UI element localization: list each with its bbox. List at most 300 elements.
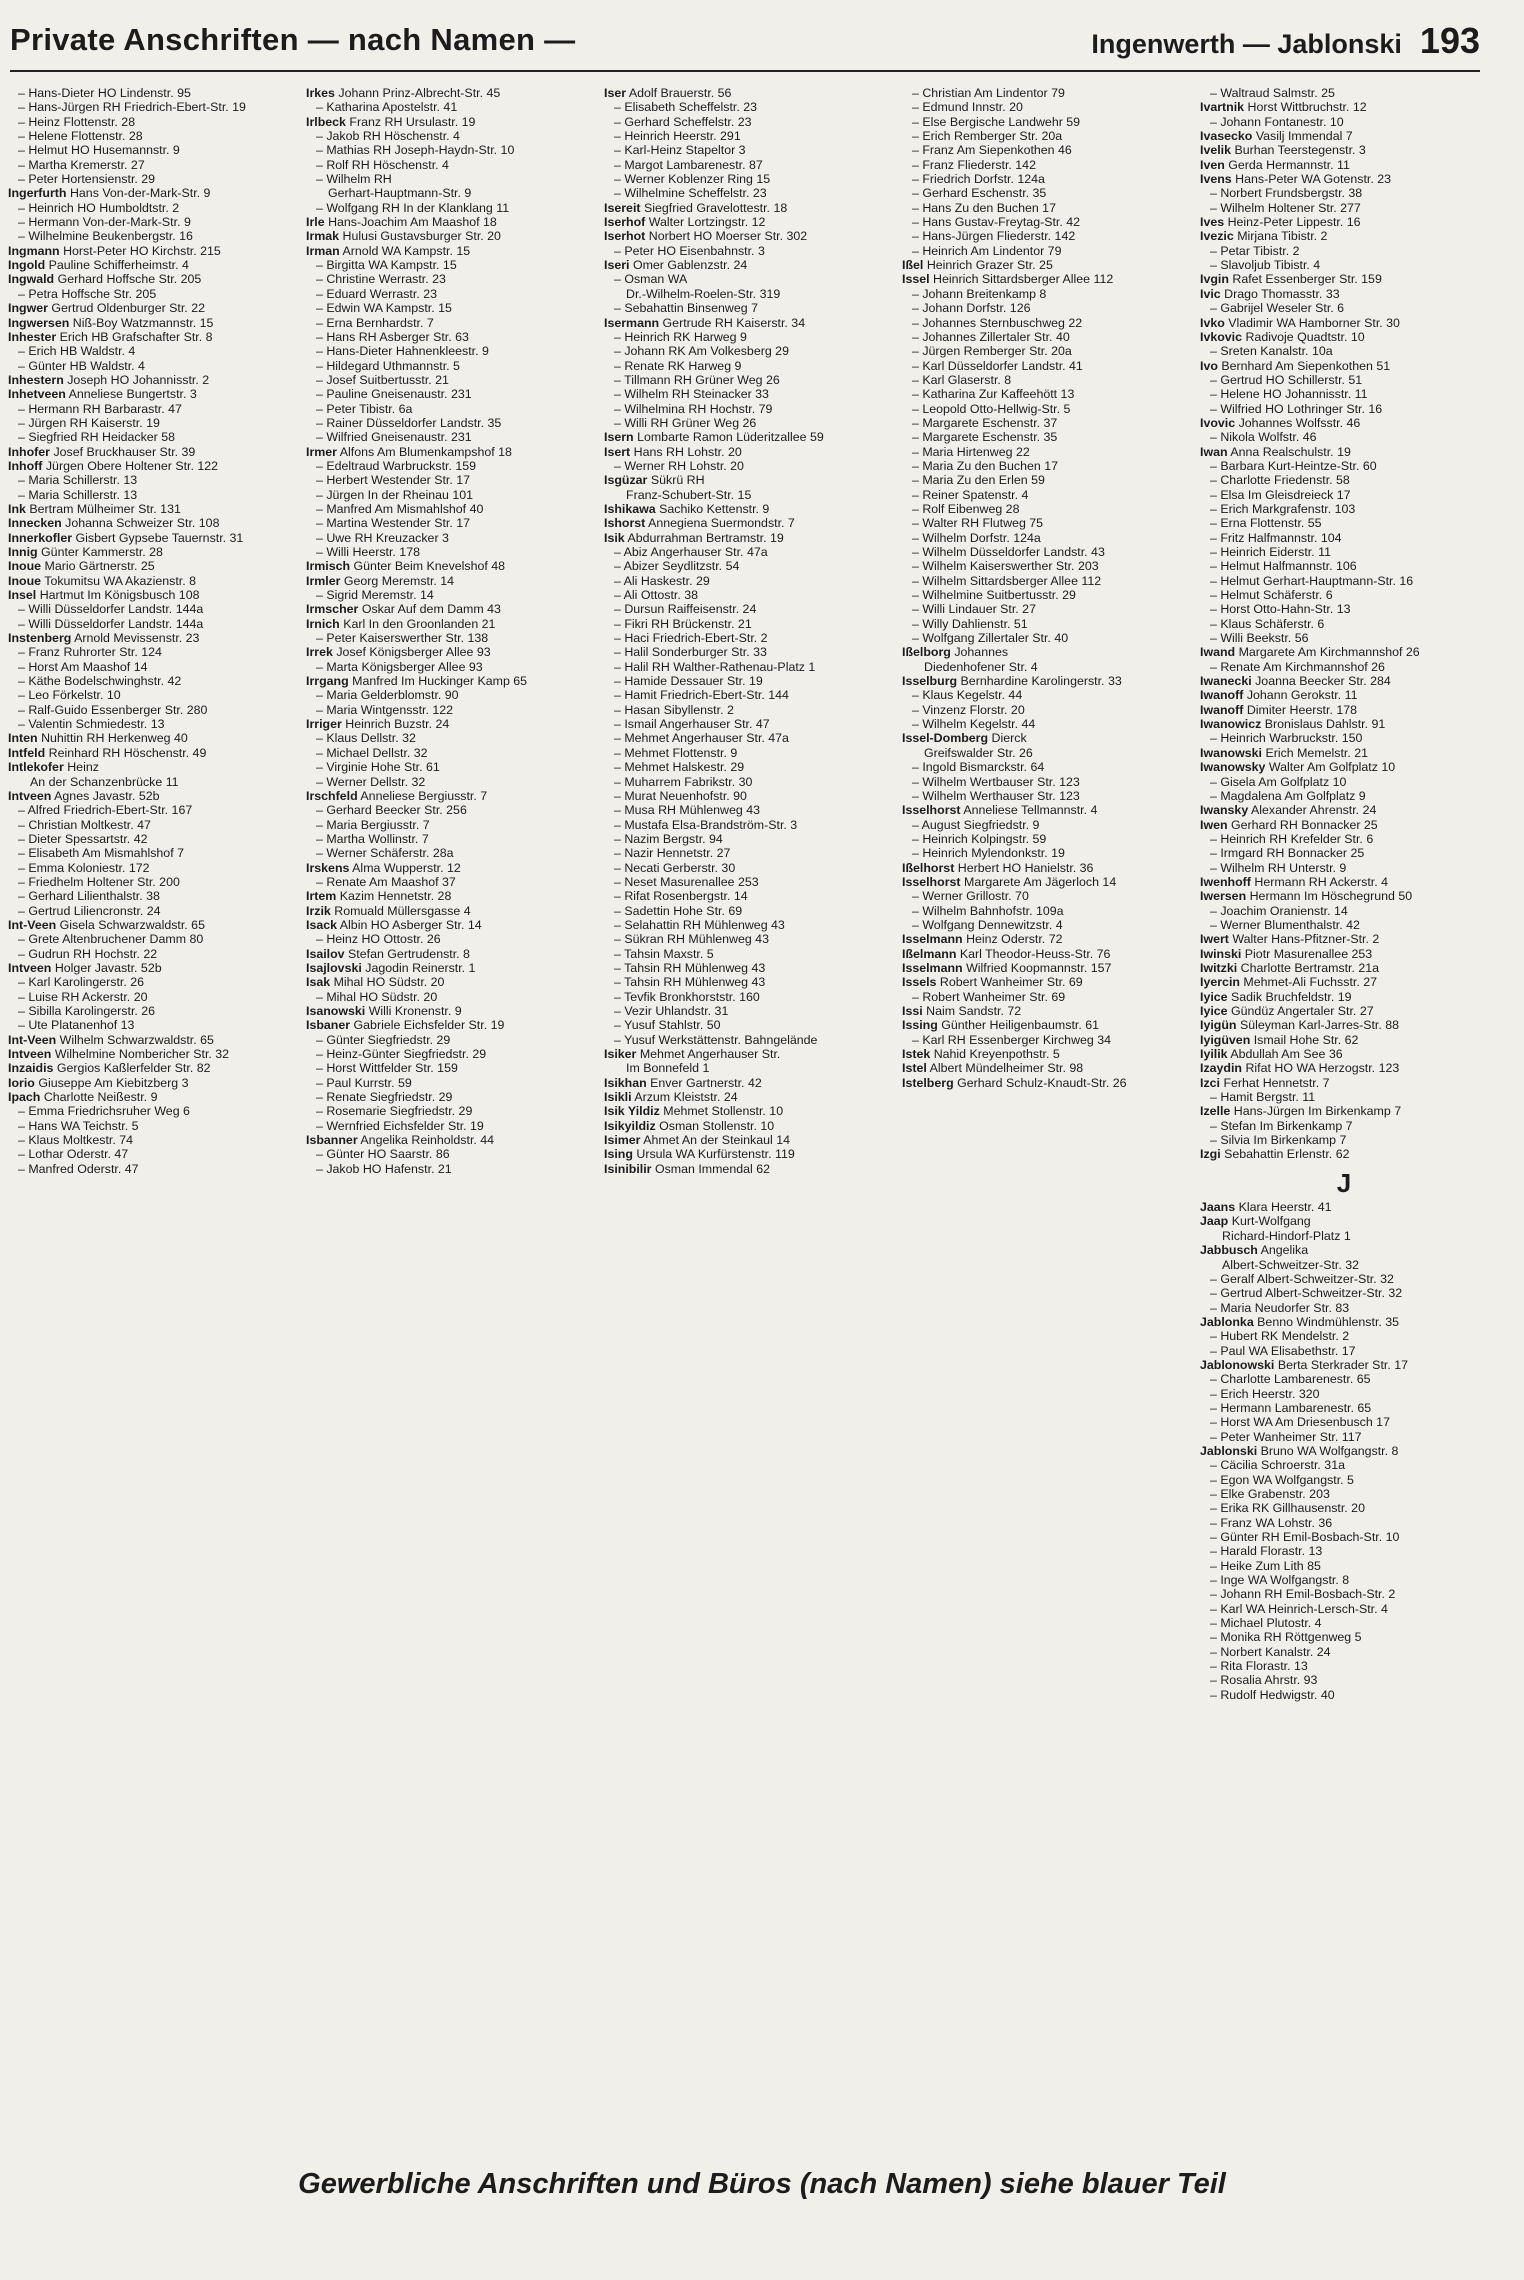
entry-text: – Renate Am Maashof 37: [316, 874, 456, 889]
entry-text: Burhan Teerstegenstr. 3: [1234, 143, 1366, 158]
directory-column-2: [306, 86, 594, 2154]
directory-entry: [8, 904, 296, 918]
entry-surname: Irmak: [306, 229, 340, 244]
directory-entry: [8, 1033, 296, 1047]
entry-text: – Mehmet Flottenstr. 9: [614, 745, 738, 760]
directory-entry: [604, 1018, 892, 1032]
entry-text: – Gerhard Scheffelstr. 23: [614, 114, 752, 129]
directory-entry: [1200, 818, 1488, 832]
directory-entry: [902, 1018, 1190, 1032]
directory-entry: [604, 746, 892, 760]
entry-text: – Sigrid Meremstr. 14: [316, 588, 434, 603]
entry-surname: Irman: [306, 243, 340, 258]
entry-text: Gisela Schwarzwaldstr. 65: [59, 917, 205, 932]
entry-surname: Istel: [902, 1061, 927, 1076]
entry-surname: Isanowski: [306, 1004, 366, 1018]
directory-entry: [1200, 1258, 1488, 1272]
directory-entry: [1200, 617, 1488, 631]
entry-text: – Karl WA Heinrich-Lersch-Str. 4: [1210, 1601, 1388, 1616]
directory-entry: [1200, 1104, 1488, 1118]
directory-entry: [902, 731, 1190, 745]
entry-surname: Iwanowsky: [1200, 760, 1266, 775]
directory-entry: [1200, 488, 1488, 502]
entry-text: Diedenhofener Str. 4: [924, 659, 1038, 674]
directory-entry: [902, 674, 1190, 688]
directory-entry: [902, 660, 1190, 674]
entry-surname: Istek: [902, 1047, 931, 1062]
directory-entry: [902, 574, 1190, 588]
entry-text: – Michael Dellstr. 32: [316, 745, 428, 760]
entry-text: – Sebahattin Binsenweg 7: [614, 301, 758, 316]
directory-entry: [902, 229, 1190, 243]
entry-text: – Johann Dorfstr. 126: [912, 301, 1031, 316]
entry-text: – Elisabeth Am Mismahlshof 7: [18, 846, 184, 861]
directory-entry: [1200, 229, 1488, 243]
entry-text: Rifat HO WA Herzogstr. 123: [1245, 1061, 1400, 1076]
entry-text: Mirjana Tibistr. 2: [1237, 229, 1328, 244]
directory-entry: [8, 688, 296, 702]
entry-text: – Luise RH Ackerstr. 20: [18, 989, 148, 1004]
directory-entry: [902, 430, 1190, 444]
directory-entry: [1200, 287, 1488, 301]
directory-entry: [604, 115, 892, 129]
entry-text: – Rainer Düsseldorfer Landstr. 35: [316, 415, 502, 430]
directory-entry: [1200, 846, 1488, 860]
directory-entry: [8, 645, 296, 659]
entry-text: – Wolfgang RH In der Klanklang 11: [316, 200, 510, 215]
entry-surname: Jablonka: [1200, 1314, 1254, 1329]
directory-entry: [902, 100, 1190, 114]
directory-entry: [1200, 100, 1488, 114]
directory-entry: [902, 545, 1190, 559]
entry-surname: Isinibilir: [604, 1161, 652, 1176]
entry-text: Franz RH Ursulastr. 19: [349, 114, 476, 129]
entry-text: Sükrü RH: [650, 473, 705, 488]
directory-entry: [306, 86, 594, 100]
directory-entry: [604, 516, 892, 530]
entry-text: – Erna Bernhardstr. 7: [316, 315, 434, 330]
entry-surname: Int-Veen: [8, 917, 57, 932]
entry-surname: Isselhorst: [902, 803, 961, 818]
name-range: Ingenwerth — Jablonski: [1091, 29, 1402, 59]
entry-surname: Irskens: [306, 860, 350, 875]
entry-text: – Nazim Bergstr. 94: [614, 831, 723, 846]
directory-entry: [1200, 1133, 1488, 1147]
entry-text: – Jürgen RH Kaiserstr. 19: [18, 415, 160, 430]
entry-text: Benno Windmühlenstr. 35: [1257, 1314, 1400, 1329]
entry-surname: Iwanoff: [1200, 688, 1244, 703]
entry-text: – Hermann RH Barbarastr. 47: [18, 401, 182, 416]
entry-text: – Käthe Bodelschwinghstr. 42: [18, 674, 182, 689]
directory-entry: [604, 961, 892, 975]
directory-entry: [306, 215, 594, 229]
entry-text: – Peter Wanheimer Str. 117: [1210, 1429, 1362, 1444]
directory-entry: [306, 1162, 594, 1176]
entry-surname: Isik Yildiz: [604, 1104, 660, 1119]
directory-entry: [306, 602, 594, 616]
directory-entry: [306, 588, 594, 602]
entry-text: – Heinrich Warbruckstr. 150: [1210, 731, 1363, 746]
directory-entry: [306, 1033, 594, 1047]
entry-text: Mehmet-Ali Fuchsstr. 27: [1243, 975, 1377, 990]
entry-surname: Ißelborg: [902, 645, 951, 660]
directory-entry: [604, 158, 892, 172]
entry-text: – Horst Wittfelder Str. 159: [316, 1061, 458, 1076]
entry-text: – Fikri RH Brückenstr. 21: [614, 616, 752, 631]
directory-entry: [8, 1147, 296, 1161]
directory-entry: [8, 402, 296, 416]
entry-text: Arnold Mevissenstr. 23: [74, 631, 200, 646]
entry-text: – Dursun Raiffeisenstr. 24: [614, 602, 757, 617]
entry-text: – Heinz Flottenstr. 28: [18, 114, 136, 129]
directory-entry: [8, 975, 296, 989]
entry-text: – Harald Florastr. 13: [1210, 1544, 1323, 1559]
directory-entry: [604, 1004, 892, 1018]
entry-text: – Sreten Kanalstr. 10a: [1210, 344, 1333, 359]
directory-entry: [8, 473, 296, 487]
entry-text: Joseph HO Johannisstr. 2: [67, 372, 210, 387]
entry-text: – Peter HO Eisenbahnstr. 3: [614, 243, 765, 258]
entry-text: Bertram Mülheimer Str. 131: [29, 501, 181, 516]
entry-text: – Gisela Am Golfplatz 10: [1210, 774, 1347, 789]
directory-entry: [1200, 1602, 1488, 1616]
entry-text: – Hermann Lambarenestr. 65: [1210, 1400, 1372, 1415]
entry-text: Enver Gartnerstr. 42: [650, 1075, 762, 1090]
directory-entry: [604, 129, 892, 143]
directory-entry: [902, 402, 1190, 416]
entry-surname: Ingerfurth: [8, 186, 67, 201]
directory-entry: [1200, 387, 1488, 401]
entry-text: – Martina Westender Str. 17: [316, 516, 471, 531]
entry-surname: Irmisch: [306, 559, 351, 574]
directory-entry: [306, 674, 594, 688]
entry-surname: Isselmann: [902, 960, 963, 975]
entry-text: – Sükran RH Mühlenweg 43: [614, 932, 769, 947]
entry-text: – Klaus Schäferstr. 6: [1210, 616, 1325, 631]
directory-entry: [8, 1061, 296, 1075]
entry-surname: Ivo: [1200, 358, 1218, 373]
entry-text: – Maria Bergiusstr. 7: [316, 817, 430, 832]
entry-text: – Johann RH Emil-Bosbach-Str. 2: [1210, 1587, 1396, 1602]
directory-entry: [902, 789, 1190, 803]
directory-entry: [8, 502, 296, 516]
directory-entry: [902, 947, 1190, 961]
entry-text: – Ali Haskestr. 29: [614, 573, 710, 588]
entry-text: – Mustafa Elsa-Brandström-Str. 3: [614, 817, 798, 832]
entry-text: – Hans-Jürgen RH Friedrich-Ebert-Str. 19: [18, 100, 246, 115]
directory-entry: [604, 559, 892, 573]
entry-text: – Wilhelm Düsseldorfer Landstr. 43: [912, 545, 1105, 559]
entry-surname: Irrek: [306, 645, 333, 660]
directory-entry: [902, 975, 1190, 989]
directory-entry: [306, 703, 594, 717]
directory-entry: [306, 688, 594, 702]
directory-entry: [902, 846, 1190, 860]
entry-text: Walter Hans-Pfitzner-Str. 2: [1232, 932, 1380, 947]
header-rule: [10, 70, 1480, 72]
entry-text: Hans-Joachim Am Maashof 18: [328, 215, 497, 230]
entry-text: – Heinrich Heerstr. 291: [614, 129, 741, 144]
entry-text: Klara Heerstr. 41: [1238, 1200, 1332, 1215]
page-header: [10, 14, 1480, 66]
directory-entry: [604, 1061, 892, 1075]
entry-text: Albert-Schweitzer-Str. 32: [1222, 1257, 1360, 1272]
directory-entry: [1200, 215, 1488, 229]
entry-text: Herbert HO Hanielstr. 36: [957, 860, 1094, 875]
directory-entry: [8, 359, 296, 373]
directory-entry: [604, 846, 892, 860]
entry-surname: Iserhof: [604, 215, 646, 230]
directory-entry: [8, 803, 296, 817]
entry-text: – Wilhelm Kaiserswerther Str. 203: [912, 559, 1099, 574]
entry-text: Pauline Schifferheimstr. 4: [48, 258, 189, 273]
entry-text: – Gerhard Beecker Str. 256: [316, 803, 467, 818]
entry-surname: Innerkofler: [8, 530, 73, 545]
footer-note: Gewerbliche Anschriften und Büros (nach Namen) siehe blauer Teil: [298, 2168, 1226, 2200]
entry-text: Gergios Kaßlerfelder Str. 82: [56, 1061, 211, 1076]
directory-entry: [902, 258, 1190, 272]
entry-surname: Iwersen: [1200, 889, 1247, 904]
entry-text: – Heinrich RH Krefelder Str. 6: [1210, 831, 1374, 846]
entry-surname: Iorio: [8, 1075, 35, 1090]
directory-entry: [1200, 1630, 1488, 1644]
directory-entry: [604, 875, 892, 889]
directory-entry: [604, 545, 892, 559]
entry-text: Abdurrahman Bertramstr. 19: [627, 530, 784, 545]
entry-surname: Ishorst: [604, 516, 646, 531]
directory-entry: [8, 516, 296, 530]
entry-text: Vasilj Immendal 7: [1255, 129, 1353, 144]
directory-entry: [1200, 889, 1488, 903]
entry-text: Dierck: [991, 731, 1027, 746]
entry-text: – Rudolf Hedwigstr. 40: [1210, 1687, 1335, 1702]
directory-entry: [902, 143, 1190, 157]
directory-entry: [604, 387, 892, 401]
directory-entry: [1200, 1587, 1488, 1601]
entry-text: – Stefan Im Birkenkamp 7: [1210, 1118, 1353, 1133]
entry-text: – Günter HO Saarstr. 86: [316, 1147, 450, 1162]
directory-entry: [8, 488, 296, 502]
directory-entry: [306, 947, 594, 961]
entry-text: – Charlotte Friedenstr. 58: [1210, 473, 1350, 488]
directory-entry: [8, 631, 296, 645]
entry-surname: Issel: [902, 272, 930, 287]
directory-entry: [306, 158, 594, 172]
directory-entry: [902, 559, 1190, 573]
directory-entry: [8, 244, 296, 258]
directory-entry: [1200, 789, 1488, 803]
entry-text: – Mathias RH Joseph-Haydn-Str. 10: [316, 143, 515, 158]
entry-text: Josef Königsberger Allee 93: [336, 645, 491, 660]
entry-text: Albert Mündelheimer Str. 98: [929, 1061, 1084, 1076]
directory-entry: [8, 918, 296, 932]
entry-text: – August Siegfriedstr. 9: [912, 817, 1040, 832]
directory-entry: [1200, 1501, 1488, 1515]
entry-text: Agnes Javastr. 52b: [54, 788, 160, 803]
directory-entry: [8, 947, 296, 961]
entry-surname: Jaans: [1200, 1200, 1236, 1215]
directory-entry: [8, 1047, 296, 1061]
entry-text: – Margarete Eschenstr. 37: [912, 415, 1058, 430]
directory-entry: [902, 688, 1190, 702]
entry-surname: Inhetveen: [8, 387, 66, 402]
directory-entry: [306, 115, 594, 129]
entry-text: – Gerhard Lilienthalstr. 38: [18, 889, 160, 904]
entry-text: – Abiz Angerhauser Str. 47a: [614, 545, 768, 559]
entry-text: – Christian Moltkestr. 47: [18, 817, 151, 832]
entry-text: – Yusuf Werkstättenstr. Bahngelände: [614, 1032, 818, 1047]
directory-entry: [8, 602, 296, 616]
entry-surname: Irle: [306, 215, 325, 230]
entry-text: Gerda Hermannstr. 11: [1228, 157, 1350, 172]
entry-text: – Else Bergische Landwehr 59: [912, 114, 1081, 129]
directory-entry: [902, 86, 1190, 100]
entry-text: – Erich Remberger Str. 20a: [912, 129, 1063, 144]
directory-entry: [8, 86, 296, 100]
entry-text: – Pauline Gneisenaustr. 231: [316, 387, 472, 402]
entry-text: – Katharina Apostelstr. 41: [316, 100, 458, 115]
entry-text: – Willi RH Grüner Weg 26: [614, 415, 757, 430]
directory-entry: [306, 316, 594, 330]
directory-entry: [902, 531, 1190, 545]
directory-entry: [1200, 875, 1488, 889]
entry-surname: Ingold: [8, 258, 46, 273]
entry-text: Heinz Oderstr. 72: [966, 932, 1063, 947]
entry-surname: Ivartnik: [1200, 100, 1245, 115]
entry-text: – Leo Förkelstr. 10: [18, 688, 121, 703]
directory-entry: [604, 760, 892, 774]
entry-text: – Egon WA Wolfgangstr. 5: [1210, 1472, 1354, 1487]
entry-text: – Marta Königsberger Allee 93: [316, 659, 483, 674]
directory-entry: [902, 631, 1190, 645]
entry-surname: Irmer: [306, 444, 337, 459]
directory-entry: [8, 775, 296, 789]
directory-entry: [8, 172, 296, 186]
entry-text: – Edmund Innstr. 20: [912, 100, 1023, 115]
entry-surname: Iwanoff: [1200, 702, 1244, 717]
directory-entry: [8, 588, 296, 602]
entry-text: – Walter RH Flutweg 75: [912, 516, 1044, 531]
entry-text: Johannes Wolfsstr. 46: [1238, 415, 1361, 430]
entry-text: – Horst WA Am Driesenbusch 17: [1210, 1415, 1390, 1430]
entry-text: – Hubert RK Mendelstr. 2: [1210, 1329, 1350, 1344]
entry-text: Heinz: [67, 760, 99, 775]
entry-text: – Hasan Sibyllenstr. 2: [614, 702, 734, 717]
entry-text: – Hans Zu den Buchen 17: [912, 200, 1056, 215]
directory-entry: [306, 904, 594, 918]
directory-entry: [902, 516, 1190, 530]
entry-surname: Iyercin: [1200, 975, 1240, 990]
entry-surname: Inzaidis: [8, 1061, 54, 1076]
directory-entry: [902, 445, 1190, 459]
directory-entry: [8, 215, 296, 229]
directory-entry: [306, 918, 594, 932]
entry-text: – Wilhelm Kegelstr. 44: [912, 717, 1036, 732]
directory-entry: [8, 330, 296, 344]
entry-text: – Inge WA Wolfgangstr. 8: [1210, 1573, 1350, 1588]
entry-text: Hans Von-der-Mark-Str. 9: [69, 186, 211, 201]
directory-entry: [306, 344, 594, 358]
entry-text: – Heinz-Günter Siegfriedstr. 29: [316, 1047, 487, 1062]
directory-entry: [604, 416, 892, 430]
entry-text: Dr.-Wilhelm-Roelen-Str. 319: [626, 286, 781, 301]
entry-text: – Werner Grillostr. 70: [912, 889, 1029, 904]
entry-text: Heinz-Peter Lippestr. 16: [1227, 215, 1361, 230]
entry-text: – Maria Hirtenweg 22: [912, 444, 1030, 459]
entry-text: – Manfred Oderstr. 47: [18, 1161, 139, 1176]
entry-text: Erich Memelstr. 21: [1265, 745, 1369, 760]
directory-entry: [8, 445, 296, 459]
directory-entry: [902, 645, 1190, 659]
directory-entry: [604, 215, 892, 229]
entry-surname: Isgüzar: [604, 473, 648, 488]
letter-heading: J: [1336, 1167, 1352, 1198]
entry-text: – Horst Otto-Hahn-Str. 13: [1210, 602, 1351, 617]
directory-entry: [902, 272, 1190, 286]
entry-text: Rafet Essenberger Str. 159: [1232, 272, 1382, 287]
directory-entry: [306, 244, 594, 258]
entry-text: Jürgen Obere Holtener Str. 122: [45, 458, 219, 473]
entry-text: Alfons Am Blumenkampshof 18: [339, 444, 512, 459]
entry-text: Johann Prinz-Albrecht-Str. 45: [338, 86, 501, 100]
entry-surname: Iwen: [1200, 817, 1228, 832]
directory-entry: [604, 445, 892, 459]
directory-entry: [902, 904, 1190, 918]
entry-text: – Nazir Hennetstr. 27: [614, 846, 731, 861]
entry-text: – Jürgen In der Rheinau 101: [316, 487, 474, 502]
directory-entry: [902, 387, 1190, 401]
directory-entry: [306, 818, 594, 832]
directory-entry: [604, 631, 892, 645]
entry-surname: Ivezic: [1200, 229, 1234, 244]
entry-text: – Erna Flottenstr. 55: [1210, 516, 1322, 531]
entry-surname: Irmler: [306, 573, 341, 588]
entry-text: – Paul WA Elisabethstr. 17: [1210, 1343, 1356, 1358]
directory-entry: [306, 1104, 594, 1118]
entry-text: – Virginie Hohe Str. 61: [316, 760, 440, 775]
entry-text: – Franz Ruhrorter Str. 124: [18, 645, 162, 660]
directory-entry: [1200, 344, 1488, 358]
entry-text: – Heike Zum Lith 85: [1210, 1558, 1321, 1573]
entry-surname: Isikyildiz: [604, 1118, 656, 1133]
entry-text: Siegfried Gravelottestr. 18: [643, 200, 788, 215]
entry-text: Hans-Peter WA Gotenstr. 23: [1235, 172, 1392, 187]
directory-entry: [604, 330, 892, 344]
entry-surname: Isajlovski: [306, 960, 362, 975]
entry-text: – Hans-Dieter HO Lindenstr. 95: [18, 86, 191, 100]
entry-surname: Ißelmann: [902, 946, 957, 961]
entry-surname: Iven: [1200, 157, 1225, 172]
directory-entry: [902, 918, 1190, 932]
entry-surname: Ivkovic: [1200, 329, 1243, 344]
directory-entry: [306, 875, 594, 889]
entry-text: Gerhard RH Bonnacker 25: [1231, 817, 1378, 832]
directory-entry: [902, 717, 1190, 731]
entry-text: – Uwe RH Kreuzacker 3: [316, 530, 449, 545]
directory-entry: [1200, 731, 1488, 745]
directory-entry: [604, 1033, 892, 1047]
directory-entry: [8, 373, 296, 387]
directory-entry: [604, 932, 892, 946]
directory-entry: [306, 473, 594, 487]
entry-text: – Rolf Eibenweg 28: [912, 501, 1020, 516]
entry-text: – Elke Grabenstr. 203: [1210, 1487, 1330, 1501]
entry-text: Oskar Auf dem Damm 43: [361, 602, 501, 617]
directory-entry: [1200, 1286, 1488, 1300]
entry-text: – Wilhelm Bahnhofstr. 109a: [912, 903, 1064, 918]
entry-text: Hermann Im Höschegrund 50: [1249, 889, 1413, 904]
directory-columns: [8, 86, 1488, 2154]
